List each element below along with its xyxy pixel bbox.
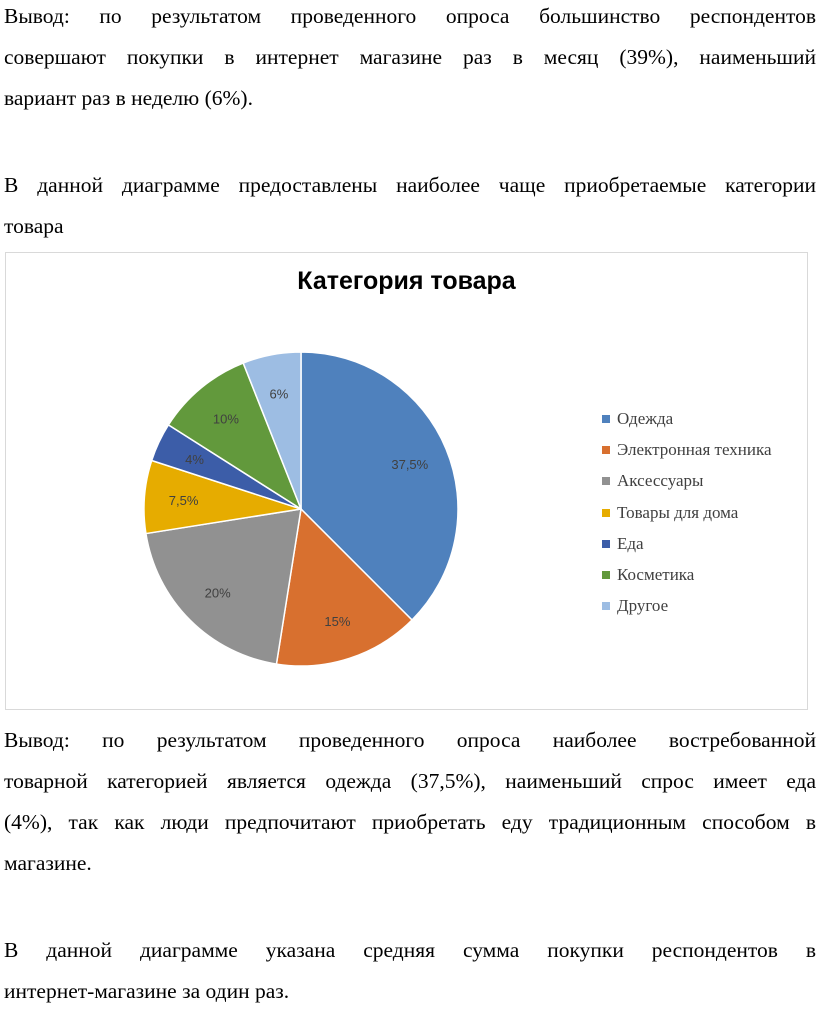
paragraph-chart-intro: [4, 165, 816, 247]
legend-label: Аксессуары: [617, 471, 704, 491]
paragraph-conclusion-category: [4, 720, 816, 884]
slice-data-label: 37,5%: [391, 456, 429, 472]
text-line: интернет-магазине за один раз.: [4, 979, 290, 1003]
legend-item: [602, 466, 772, 497]
text-line: В данной диаграмме предоставлены наиболее чаще приобретаемые категории: [4, 173, 816, 197]
legend-swatch: [602, 415, 610, 423]
text-line: товарной категорией является одежда (37,5%), наименьший спрос имеет еда: [4, 769, 816, 793]
legend-label: Электронная техника: [617, 439, 772, 459]
slice-data-label: 10%: [212, 411, 239, 427]
text-line: Вывод: по результатом проведенного опроса большинство респондентов: [4, 4, 816, 28]
legend-item: [602, 591, 772, 622]
legend-swatch: [602, 446, 610, 454]
legend-item: [602, 528, 772, 559]
legend-item: [602, 403, 772, 434]
slice-data-label: 15%: [324, 614, 351, 629]
chart-legend: [602, 403, 772, 622]
legend-label: Косметика: [617, 565, 695, 585]
legend-swatch: [602, 477, 610, 485]
legend-label: Другое: [617, 596, 669, 616]
paragraph-next-chart-intro: [4, 930, 816, 1012]
text-line: совершают покупки в интернет магазине раз в месяц (39%), наименьший: [4, 45, 816, 69]
text-line: Вывод: по результатом проведенного опроса наиболее востребованной: [4, 728, 816, 752]
chart-title: Категория товара: [297, 267, 516, 295]
text-line: магазине.: [4, 851, 92, 875]
legend-swatch: [602, 540, 610, 548]
legend-swatch: [602, 571, 610, 579]
legend-item: [602, 434, 772, 465]
legend-label: Одежда: [617, 408, 674, 428]
text-line: В данной диаграмме указана средняя сумма покупки респондентов в: [4, 938, 816, 962]
slice-data-label: 7,5%: [168, 492, 199, 508]
text-line: вариант раз в неделю (6%).: [4, 86, 253, 110]
slice-data-label: 6%: [269, 386, 289, 402]
legend-swatch: [602, 509, 610, 517]
text-line: товара: [4, 214, 64, 238]
text-line: (4%), так как люди предпочитают приобретать еду традиционным способом в: [4, 810, 816, 834]
paragraph-conclusion-frequency: [4, 0, 816, 119]
legend-item: [602, 559, 772, 590]
legend-label: Еда: [617, 533, 644, 553]
legend-swatch: [602, 602, 610, 610]
slice-data-label: 20%: [204, 585, 231, 601]
legend-item: [602, 497, 772, 528]
slice-data-label: 4%: [185, 451, 204, 467]
pie-chart: [5, 252, 808, 710]
legend-label: Товары для дома: [617, 502, 739, 522]
